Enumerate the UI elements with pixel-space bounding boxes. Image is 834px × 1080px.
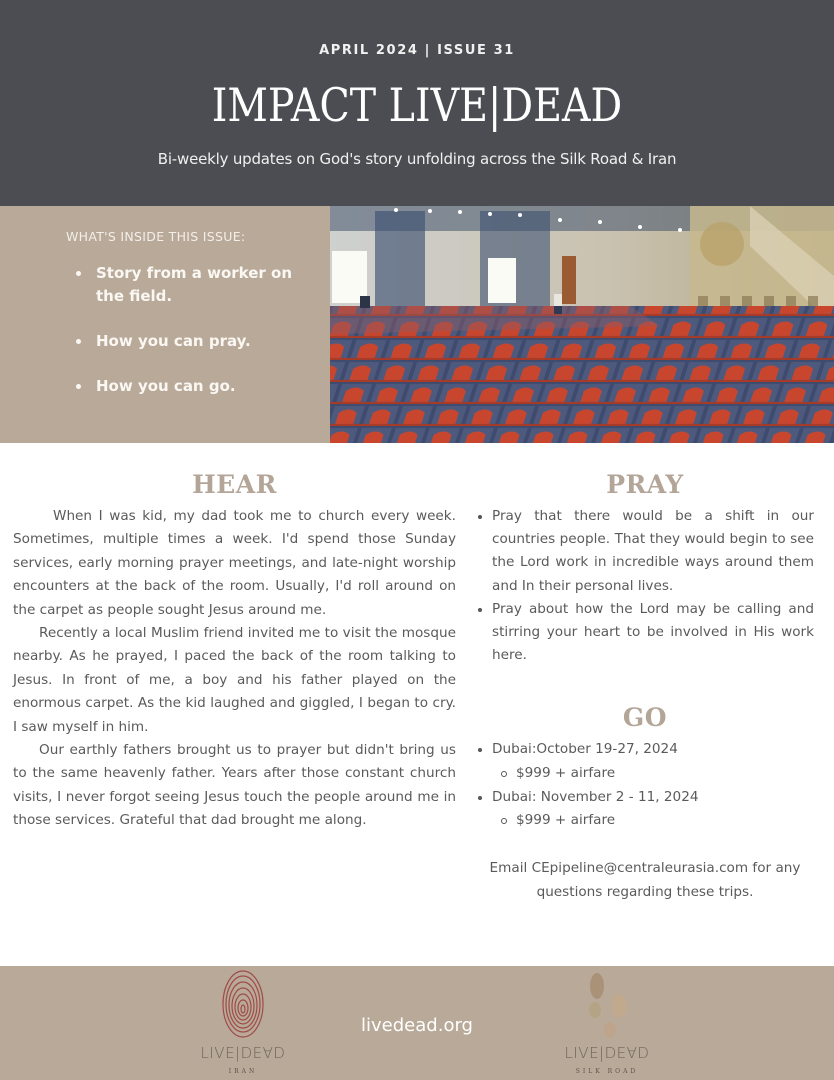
website-link[interactable]: livedead.org [361, 1015, 473, 1036]
logo-region: IRAN [228, 1068, 258, 1075]
window [488, 258, 516, 303]
trip-price: $999 + airfare [476, 762, 814, 786]
prayer-item: Pray about how the Lord may be calling and stirring your heart to be involved in His work here. [476, 598, 814, 668]
toc-heading: WHAT'S INSIDE THIS ISSUE: [66, 229, 246, 244]
trip-list [476, 738, 814, 833]
logo-region: SILK ROAD [575, 1068, 639, 1075]
email-contact-note[interactable]: Email CEpipeline@centraleurasia.com for any questions regarding these trips. [489, 860, 801, 900]
hear-heading: HEAR [192, 470, 277, 499]
window [332, 251, 367, 303]
newsletter-subtitle: Bi-weekly updates on God's story unfolding across the Silk Road & Iran [157, 150, 677, 168]
livedead-silk-road-logo [547, 966, 667, 1080]
story-paragraph: When I was kid, my dad took me to church every week. Sometimes, multiple times a week. I'd spend those Sunday services, early morning prayer meetings, and late-night worship encounters at the back of the room. Usually, I'd roll around on the carpet as people sought Jesus around me. [13, 508, 456, 618]
prayer-list [476, 505, 814, 667]
hear-section [13, 470, 456, 833]
footer [0, 966, 834, 1080]
issue-date-line: APRIL 2024 | ISSUE 31 [319, 43, 515, 58]
logo-wordmark: LIVE|DE∀D [564, 1044, 650, 1062]
story-paragraph: Our earthly fathers brought us to prayer but didn't bring us to the same heavenly father. Years after those constant church visits, I never forgot seeing Jesus touch the people around me in those services. Grateful that dad brought me along. [13, 742, 456, 829]
newsletter-header [0, 0, 834, 206]
newsletter-title: IMPACT LIVE|DEAD [211, 78, 623, 132]
go-heading: GO [622, 703, 668, 732]
story-paragraph: Recently a local Muslim friend invited me to visit the mosque nearby. As he prayed, I paced the back of the room talking to Jesus. In front of me, a boy and his father played on the enormous carpet. As the kid laughed and giggled, I began to cry. I saw myself in him. [13, 625, 456, 735]
mosque-photo [330, 206, 834, 443]
toc-item: How you can pray. [72, 330, 322, 353]
table-of-contents [0, 206, 330, 443]
go-section [476, 703, 814, 904]
mosque-illustration [330, 206, 834, 443]
pray-section [476, 470, 814, 667]
pray-heading: PRAY [606, 470, 684, 499]
prayer-item: Pray that there would be a shift in our countries people. That they would begin to see the Lord work in incredible ways around them and In their personal lives. [476, 505, 814, 598]
logo-wordmark: LIVE|DE∀D [200, 1044, 286, 1062]
toc-item: Story from a worker on the field. [72, 262, 322, 308]
trip-item: Dubai: November 2 - 11, 2024 [476, 786, 814, 810]
trip-price: $999 + airfare [476, 809, 814, 833]
toc-item: How you can go. [72, 375, 322, 398]
toc-list [72, 262, 322, 420]
trip-item: Dubai:October 19-27, 2024 [476, 738, 814, 762]
footprints-icon [547, 966, 667, 1044]
